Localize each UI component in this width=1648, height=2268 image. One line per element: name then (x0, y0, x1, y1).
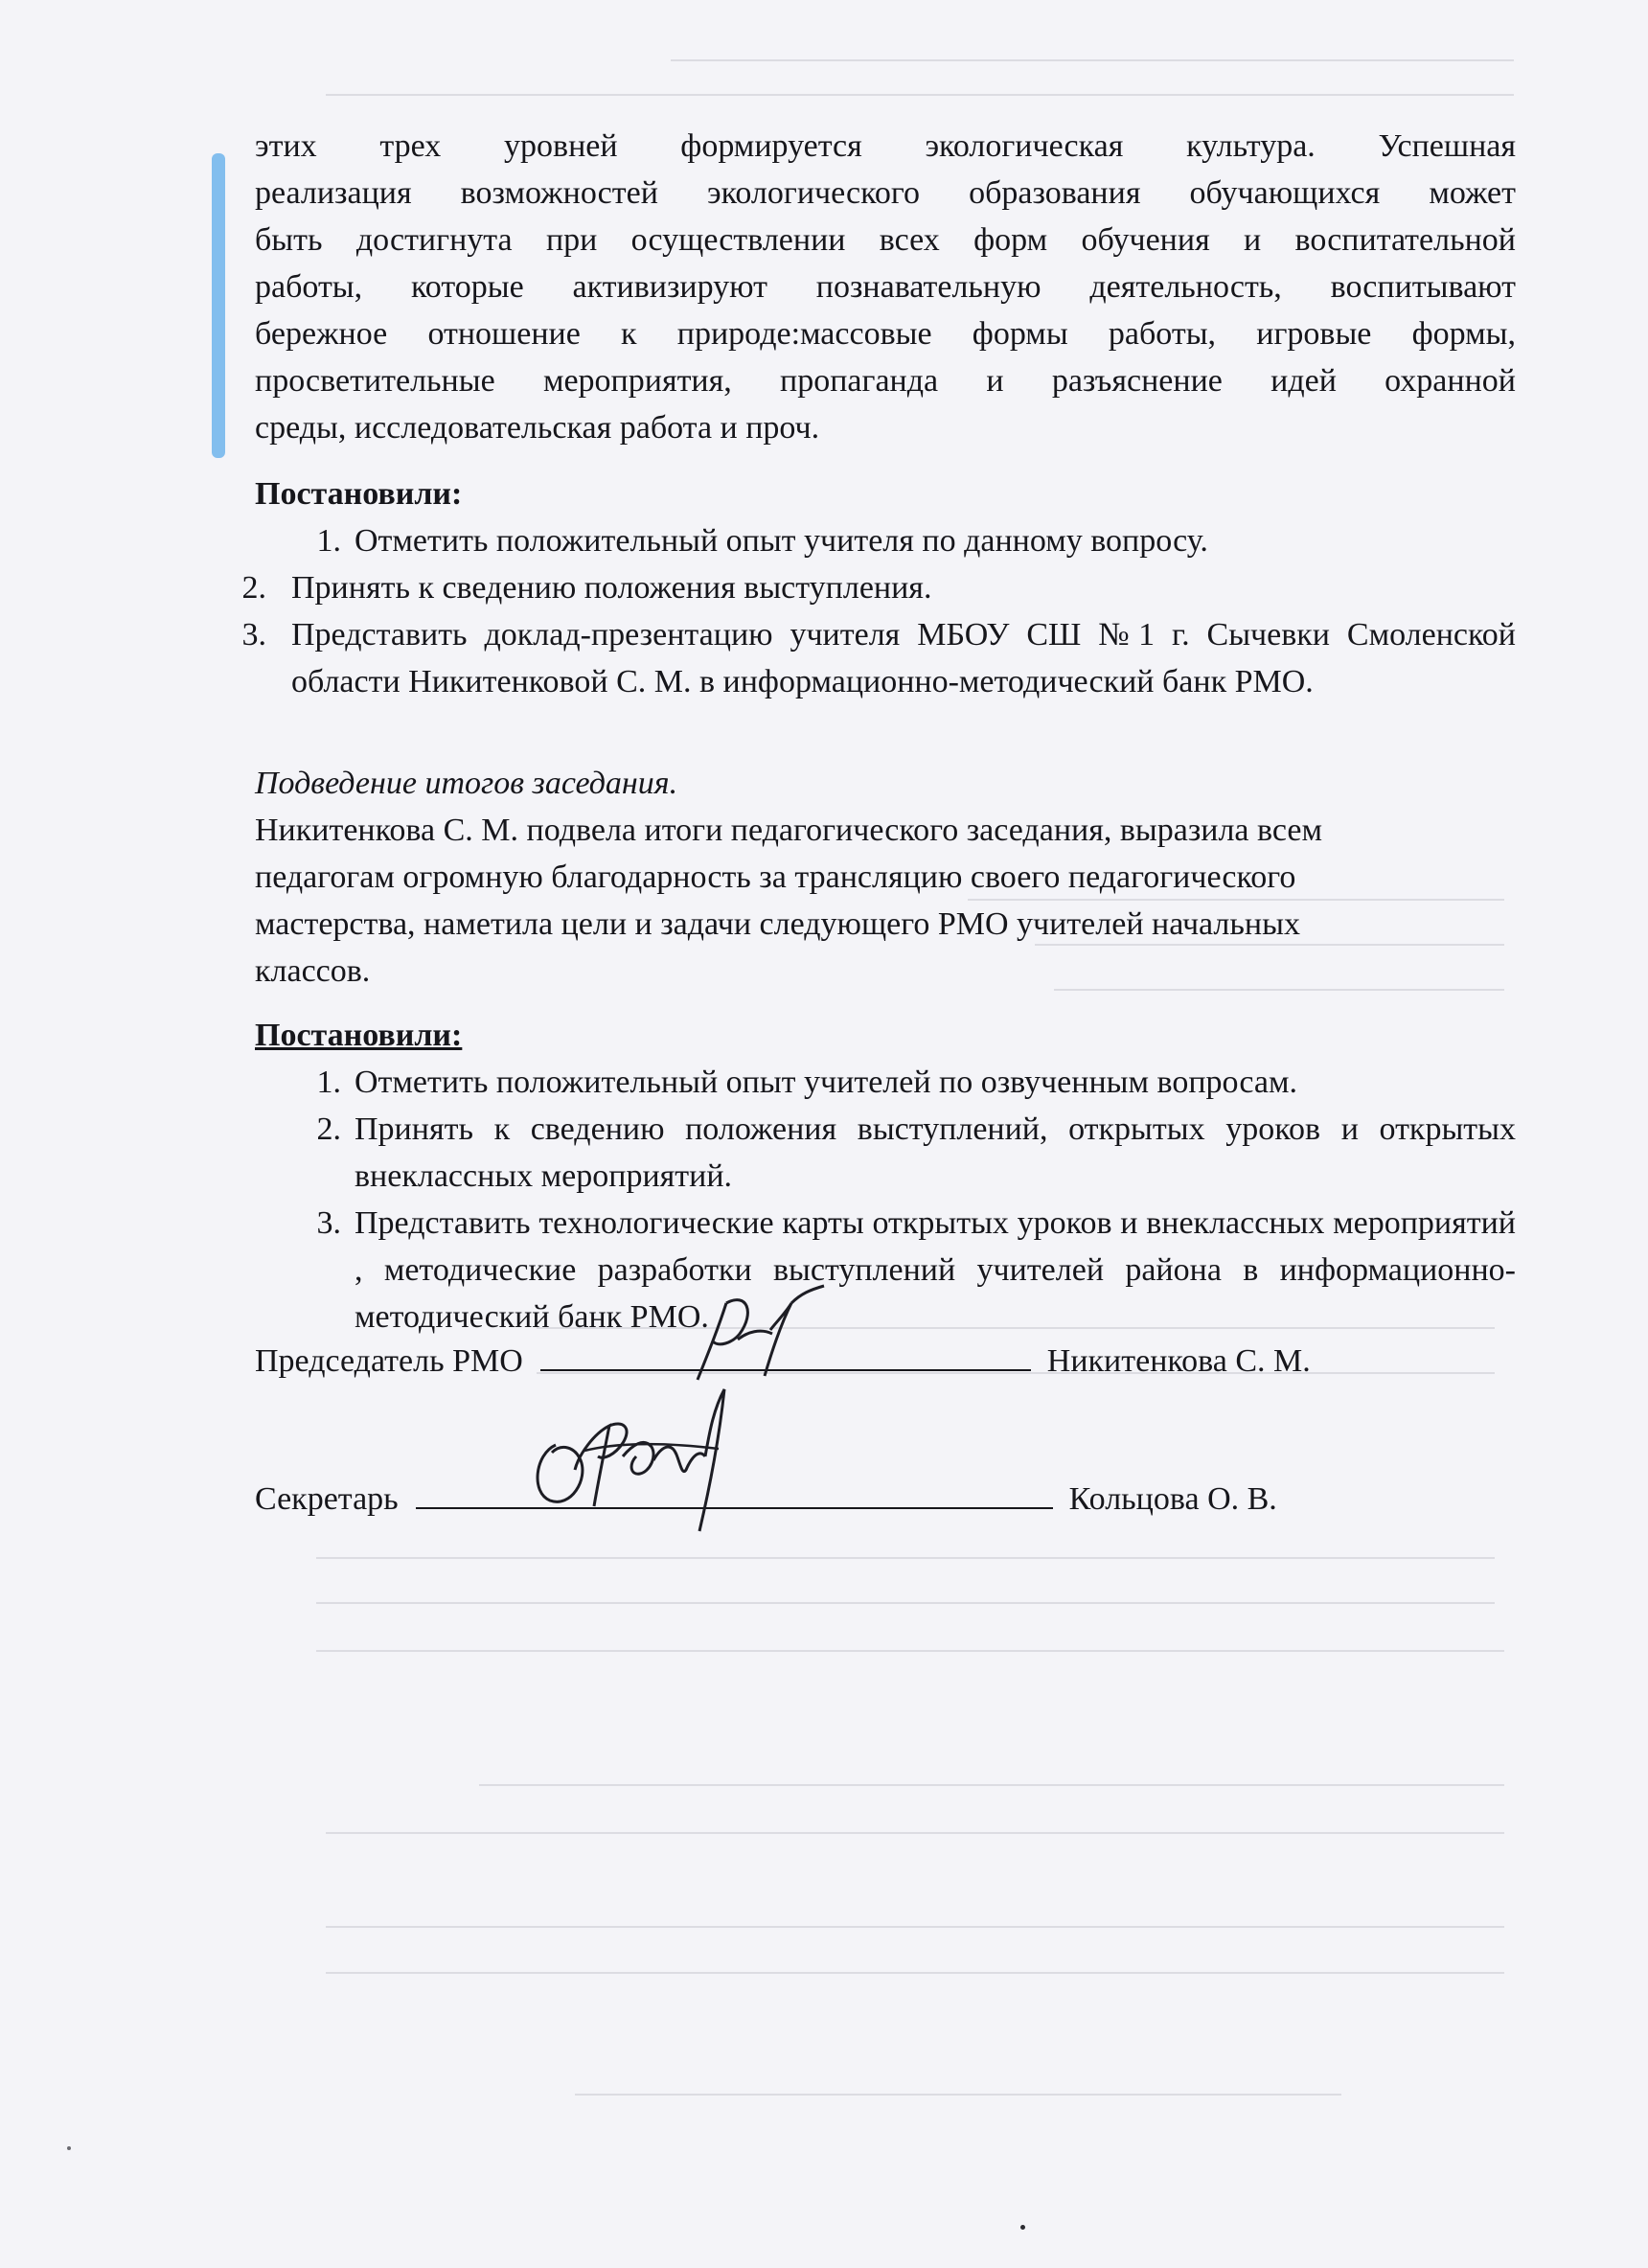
secretary-signature-row (255, 1476, 1277, 1523)
bleed-through-mark (326, 1926, 1504, 1928)
chair-label: Председатель РМО (255, 1343, 523, 1379)
list-number: 3. (316, 1205, 341, 1241)
scan-speck (1020, 2225, 1025, 2230)
bleed-through-mark (479, 1784, 1504, 1786)
list-item (303, 1106, 1516, 1200)
bleed-through-mark (575, 2094, 1341, 2096)
secretary-handwritten-signature (517, 1387, 738, 1541)
scan-speck (67, 2146, 71, 2150)
secretary-name: Кольцова О. В. (1068, 1481, 1277, 1517)
intro-paragraph (255, 123, 1516, 451)
summary-paragraph (255, 807, 1516, 995)
resolution-heading: Постановили: (255, 476, 463, 512)
list-text: Принять к сведению положения выступлений, открытых уроков и открытых внеклассных мероприятий. (355, 1111, 1516, 1194)
text-line: работы, которые активизируют познавательную деятельность, воспитывают (255, 269, 1516, 305)
list-text: Принять к сведению положения выступления. (291, 570, 932, 606)
list-text: Отметить положительный опыт учителя по данному вопросу. (355, 523, 1208, 559)
text-line: мастерства, наметила цели и задачи следующего РМО учителей начальных (255, 906, 1300, 942)
text-line: Никитенкова С. М. подвела итоги педагогического заседания, выразила всем (255, 813, 1322, 848)
list-item (241, 611, 1516, 705)
list-item (303, 1059, 1516, 1106)
bleed-through-mark (316, 1650, 1504, 1652)
text-line: просветительные мероприятия, пропаганда и разъяснение идей охранной (255, 363, 1516, 399)
bleed-through-mark (326, 94, 1514, 96)
list-text: Представить доклад-презентацию учителя МБОУ СШ №1 г. Сычевки Смоленской области Никитенковой С. М. в информационно-методический банк РМО. (291, 617, 1516, 699)
chair-name: Никитенкова С. М. (1046, 1343, 1311, 1379)
list-number: 2. (241, 570, 266, 606)
text-line: этих трех уровней формируется экологическая культура. Успешная (255, 128, 1516, 164)
text-line: классов. (255, 953, 371, 989)
secretary-label: Секретарь (255, 1481, 399, 1517)
text-line: бережное отношение к природе:массовые формы работы, игровые формы, (255, 316, 1516, 352)
bleed-through-mark (316, 1602, 1495, 1604)
chair-handwritten-signature (690, 1284, 843, 1389)
text-line: реализация возможностей экологического образования обучающихся может (255, 175, 1516, 211)
bleed-through-mark (326, 1832, 1504, 1834)
resolution-heading: Постановили: (255, 1018, 463, 1053)
document-body (241, 123, 1516, 1340)
bleed-through-mark (316, 1557, 1495, 1559)
highlighter-mark (212, 153, 225, 458)
text-line: быть достигнута при осуществлении всех форм обучения и воспитательной (255, 222, 1516, 258)
list-number: 2. (316, 1111, 341, 1147)
text-line: среды, исследовательская работа и проч. (255, 410, 820, 446)
resolution-list (255, 1059, 1516, 1340)
bleed-through-mark (326, 1972, 1504, 1974)
list-number: 1. (316, 1065, 341, 1100)
list-text: Представить технологические карты открытых уроков и внеклассных мероприятий , методические разработки выступлений учителей района в информационно-методический банк РМО. (355, 1205, 1516, 1335)
bleed-through-mark (671, 59, 1514, 61)
list-number: 3. (241, 617, 266, 653)
list-item (303, 1200, 1516, 1340)
list-text: Отметить положительный опыт учителей по озвученным вопросам. (355, 1065, 1297, 1100)
resolution-list (241, 517, 1516, 705)
summary-heading: Подведение итогов заседания. (255, 766, 678, 801)
list-item (255, 517, 1516, 564)
list-number: 1. (316, 523, 341, 559)
list-item (241, 564, 1516, 611)
text-line: педагогам огромную благодарность за трансляцию своего педагогического (255, 859, 1296, 895)
